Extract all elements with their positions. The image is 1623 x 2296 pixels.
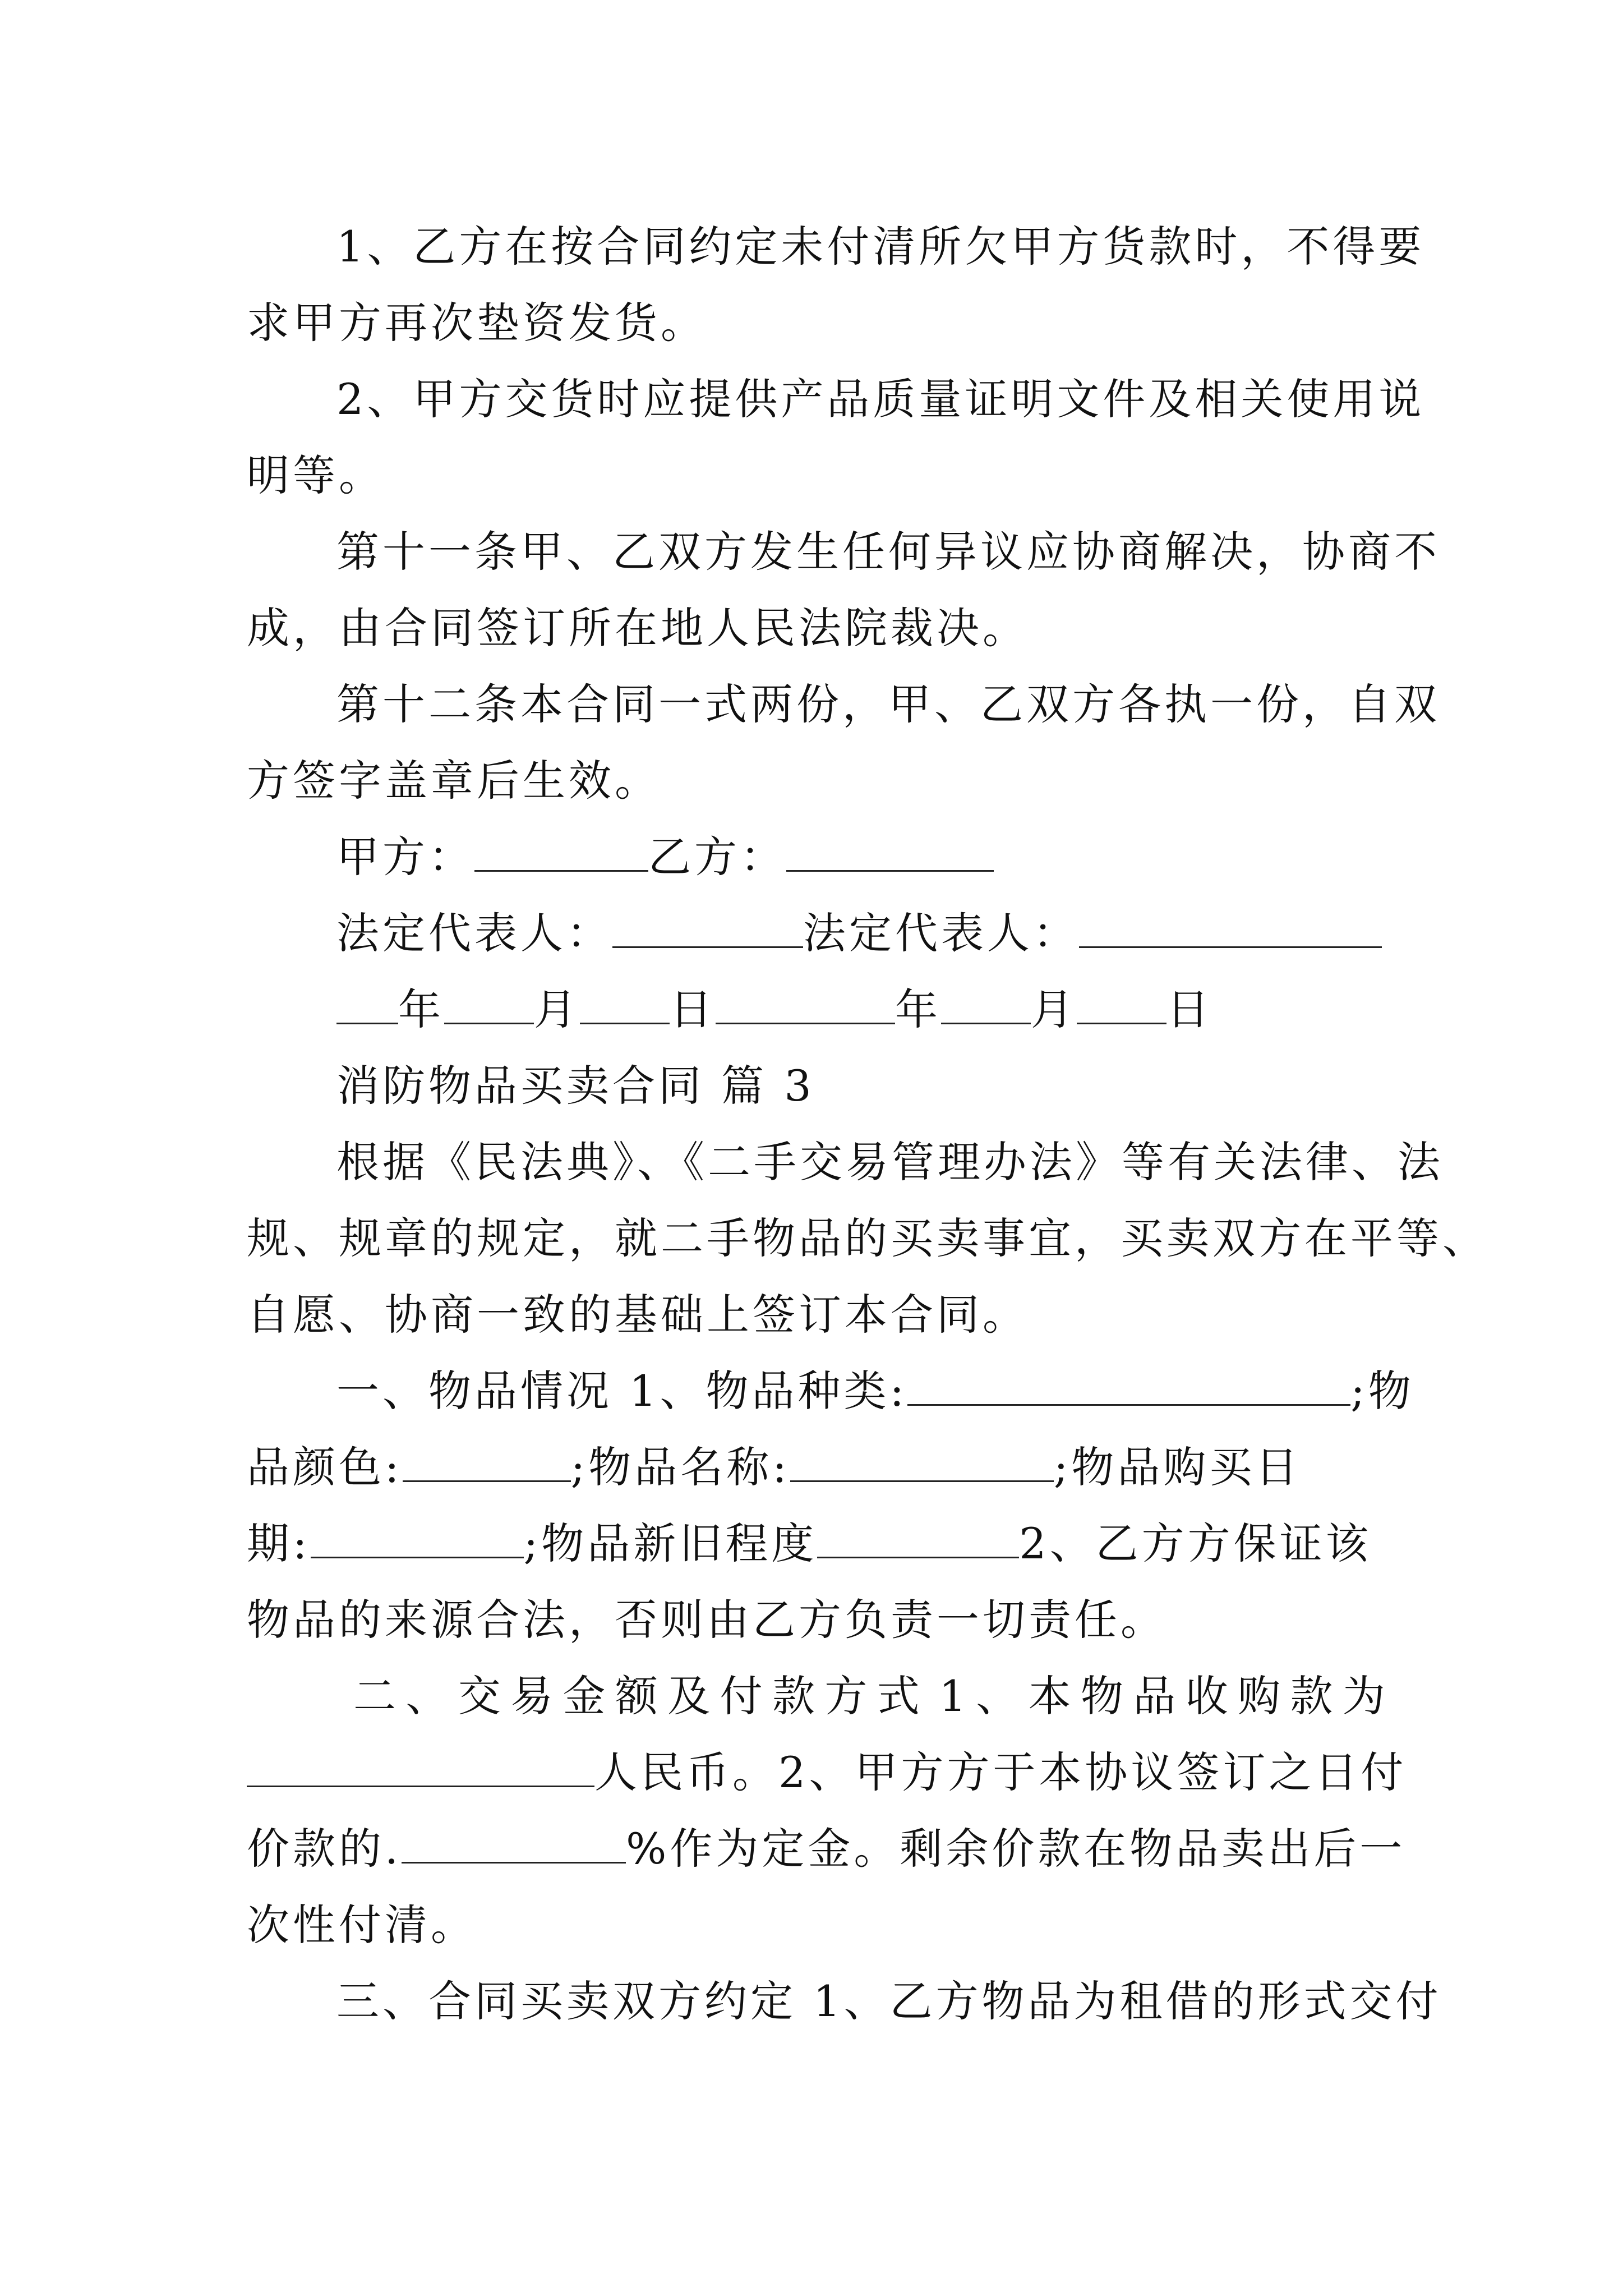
item-color-blank[interactable]: [403, 1432, 571, 1482]
purchase-date-blank[interactable]: [311, 1508, 524, 1558]
date-b-day-label: 日: [1166, 984, 1212, 1034]
party-b-blank[interactable]: [786, 822, 994, 872]
date-a-day-label: 日: [670, 984, 716, 1034]
rep-a-label: 法定代表人：: [336, 908, 612, 958]
date-a-month-label: 月: [534, 984, 580, 1034]
article-12-line-2: 方签字盖章后生效。: [247, 756, 661, 806]
rep-b-blank[interactable]: [1079, 898, 1382, 948]
article-2-line-2: [247, 1734, 1407, 1811]
article-1-line-1-tail: ;物: [1350, 1366, 1414, 1416]
article-12-line-1: 第十二条本合同一式两份，甲、乙双方各执一份，自双: [336, 679, 1440, 729]
date-a-year-blank[interactable]: [336, 974, 398, 1024]
rep-a-blank[interactable]: [612, 898, 803, 948]
intro-line-1: 根据《民法典》、《二手交易管理办法》等有关法律、法: [336, 1137, 1444, 1187]
item-name-blank[interactable]: [790, 1432, 1054, 1482]
article-1-line-2: [247, 1429, 1385, 1506]
intro-line-2: 规、规章的规定，就二手物品的买卖事宜，买卖双方在平等、: [247, 1213, 1488, 1263]
payment-terms-text: 人民币。2、甲方方于本协议签订之日付: [594, 1747, 1407, 1797]
rep-b-label: 法定代表人：: [803, 908, 1079, 958]
date-b-year-label: 年: [895, 984, 941, 1034]
article-2-line-1: 二 、 交 易 金 额 及 付 款 方 式 1 、 本 物 品 收 购 款 为: [353, 1671, 1385, 1721]
item-category-label: 一、物品情况 1、物品种类:: [336, 1366, 908, 1416]
article-1-line-3: [247, 1506, 1385, 1582]
clause-2-line-1: 2、甲方交货时应提供产品质量证明文件及相关使用说: [336, 374, 1425, 424]
item-category-blank[interactable]: [907, 1356, 1350, 1406]
item-condition-blank[interactable]: [817, 1508, 1019, 1558]
purchase-date-label: ;物品购买日: [1053, 1442, 1302, 1492]
date-b-month-blank[interactable]: [941, 974, 1031, 1024]
clause-1-line-2: 求甲方再次垫资发货。: [247, 298, 707, 348]
date-b-day-blank[interactable]: [1077, 974, 1166, 1024]
article-3-line-1: 三、合同买卖双方约定 1、乙方物品为租借的形式交付: [336, 1976, 1442, 2026]
date-a-month-blank[interactable]: [444, 974, 534, 1024]
section-title: 消防物品买卖合同 篇 3: [336, 1061, 815, 1111]
date-b-month-label: 月: [1031, 984, 1077, 1034]
party-b-label: 乙方：: [648, 832, 786, 882]
item-name-label: ;物品名称:: [570, 1442, 790, 1492]
party-a-blank[interactable]: [474, 822, 648, 872]
article-1-line-4: 物品的来源合法，否则由乙方负责一切责任。: [247, 1595, 1166, 1645]
date-a-day-blank[interactable]: [580, 974, 670, 1024]
purchase-amount-blank[interactable]: [247, 1737, 594, 1787]
signature-representative-line: [336, 895, 1385, 972]
deposit-label: 价款的.: [247, 1824, 402, 1874]
item-condition-label: ;物品新旧程度: [523, 1519, 818, 1568]
date-b-year-blank[interactable]: [716, 974, 895, 1024]
source-guarantee-start: 2、乙方方保证该: [1019, 1519, 1372, 1568]
deposit-text: %作为定金。剩余价款在物品卖出后一: [626, 1824, 1406, 1874]
clause-1-line-1: 1、乙方在按合同约定未付清所欠甲方货款时，不得要: [336, 222, 1425, 272]
purchase-date-label-end: 期:: [247, 1519, 311, 1568]
article-11-line-1: 第十一条甲、乙双方发生任何异议应协商解决，协商不: [336, 527, 1440, 577]
article-2-line-3: [247, 1811, 1406, 1887]
intro-line-3: 自愿、协商一致的基础上签订本合同。: [247, 1290, 1029, 1340]
signature-date-line: [336, 972, 1385, 1048]
article-1-line-1: [336, 1353, 1414, 1429]
party-a-label: 甲方：: [336, 832, 474, 882]
date-a-year-label: 年: [398, 984, 444, 1034]
article-2-line-4: 次性付清。: [247, 1900, 477, 1950]
deposit-percent-blank[interactable]: [402, 1814, 626, 1864]
article-11-line-2: 成，由合同签订所在地人民法院裁决。: [247, 603, 1029, 653]
signature-parties-line: [336, 819, 1385, 895]
clause-2-line-2: 明等。: [247, 450, 385, 500]
item-color-label: 品颜色:: [247, 1442, 403, 1492]
